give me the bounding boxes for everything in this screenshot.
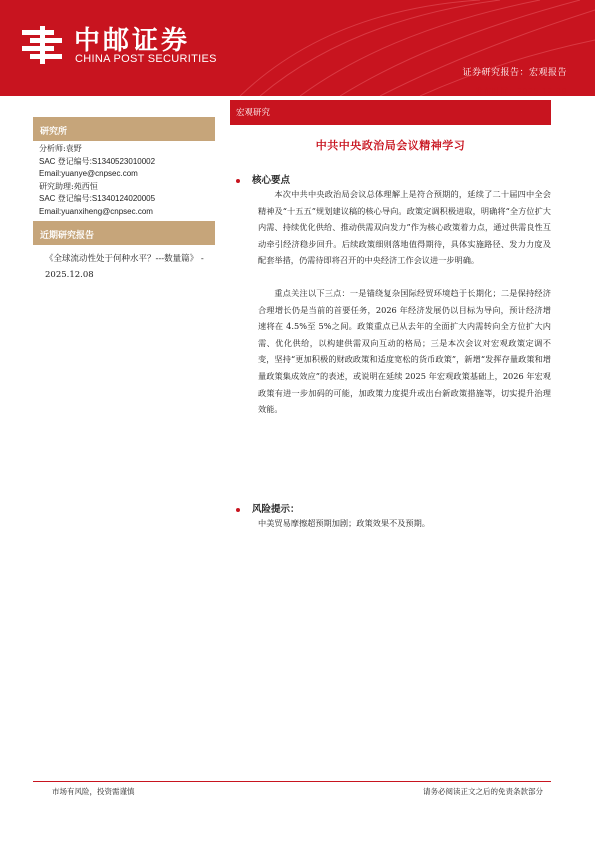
footer-divider — [33, 781, 551, 782]
assistant-sac: SAC 登记编号:S1340124020005 — [39, 194, 156, 203]
china-post-logo-icon — [20, 22, 66, 68]
recent-report-link[interactable]: 《全球流动性处于何种水平？---数量篇》 - 2025.12.08 — [45, 254, 204, 280]
bullet-icon — [236, 179, 240, 183]
footer-disclaimer-right: 请务必阅读正文之后的免责条款部分 — [423, 787, 543, 796]
sidebar-research-heading: 研究所 — [33, 117, 215, 141]
footer-disclaimer-left: 市场有风险，投资需谨慎 — [52, 787, 135, 796]
publish-date: 发布时间：2025-12-09 — [474, 87, 567, 96]
risk-label: 风险提示： — [252, 504, 300, 515]
sidebar — [33, 117, 215, 283]
risk-heading — [236, 501, 300, 515]
analyst-name: 分析师:袁野 — [39, 144, 82, 153]
report-type: 证券研究报告：宏观报告 — [462, 68, 567, 78]
core-points-heading — [236, 172, 290, 186]
page-title: 中共中央政治局会议精神学习 — [315, 139, 466, 152]
company-name-en: CHINA POST SECURITIES — [75, 53, 217, 65]
core-paragraph-1: 本次中共中央政治局会议总体理解上是符合预期的，延续了二十届四中全会精神及“十五五”规划建议稿的核心导向。政策定调积极进取，明确将“全方位扩大内需、持续优化供给、推动供需双向发力”作为核心政策着力点，通过供需良性互动牵引经济稳步回升。后续政策细则落地值得期待，具体实施路径、发力力度及配套举措，仍需待即将召开的中央经济工作会议进一步明确。 — [258, 189, 551, 266]
risk-text: 中美贸易摩擦超预期加剧；政策效果不及预期。 — [258, 518, 430, 528]
section-tag: 宏观研究 — [230, 100, 551, 125]
assistant-email[interactable]: Email:yuanxiheng@cnpsec.com — [39, 206, 153, 216]
core-paragraph-2: 重点关注以下三点：一是锚绕复杂国际经贸环境趋于长期化；二是保持经济合理增长仍是当前的首要任务，2026 年经济发展仍以目标为导向，预计经济增速将在 4.5%至 5%之间。政策重点已从去年的全面扩大内需转向全方位扩大内需、优化供给，以构建供需双向互动的格局；三是本次会议对宏观政策定调不变，坚持“更加积极的财政政策和适度宽松的货币政策”，新增“发挥存量政策和增量政策集成效应”的表述，或说明在延续 2025 年宏观政策基础上，2026 年宏观政策有进一步加码的可能，加政策力度提升或出台新政策措施等，切实提升治理效能。 — [258, 288, 551, 415]
header-banner — [0, 0, 595, 96]
assistant-name: 研究助理:苑西恒 — [39, 181, 98, 191]
analyst-sac: SAC 登记编号:S1340523010002 — [39, 156, 156, 166]
analyst-info — [33, 141, 215, 221]
bullet-icon — [236, 508, 240, 512]
company-name-cn: 中邮证券 — [74, 26, 191, 56]
analyst-email[interactable]: Email:yuanye@cnpsec.com — [39, 169, 138, 178]
core-points-label: 核心要点 — [252, 175, 291, 186]
sidebar-recent-heading: 近期研究报告 — [33, 221, 215, 245]
